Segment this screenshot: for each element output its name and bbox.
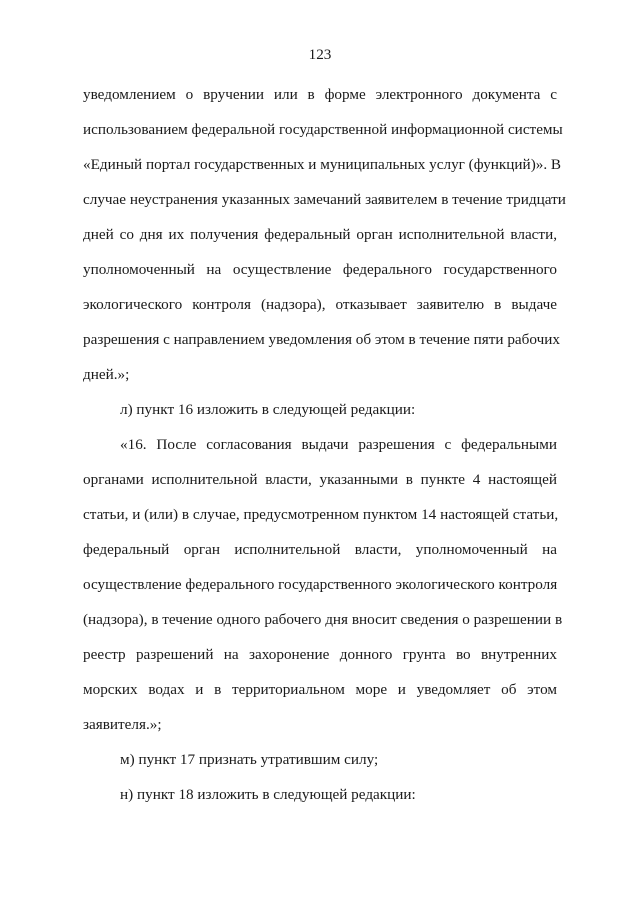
text-line: дней со дня их получения федеральный орган исполнительной власти, <box>83 226 557 243</box>
page-number: 123 <box>308 46 332 63</box>
text-line: реестр разрешений на захоронение донного грунта во внутренних <box>83 646 557 663</box>
text-line: уведомлением о вручении или в форме электронного документа с <box>83 86 557 103</box>
text-line: «Единый портал государственных и муниципальных услуг (функций)». В <box>83 156 562 173</box>
text-line: органами исполнительной власти, указанными в пункте 4 настоящей <box>83 471 557 488</box>
text-line: заявителя.»; <box>83 716 162 733</box>
text-line: экологического контроля (надзора), отказывает заявителю в выдаче <box>83 296 557 313</box>
list-item-m: м) пункт 17 признать утратившим силу; <box>120 751 379 768</box>
text-line: федеральный орган исполнительной власти, уполномоченный на <box>83 541 557 558</box>
text-line: морских водах и в территориальном море и уведомляет об этом <box>83 681 557 698</box>
text-line: уполномоченный на осуществление федерального государственного <box>83 261 557 278</box>
list-item-l: л) пункт 16 изложить в следующей редакции: <box>120 401 416 418</box>
text-line: использованием федеральной государственной информационной системы <box>83 121 563 138</box>
text-line: «16. После согласования выдачи разрешения с федеральными <box>120 436 557 453</box>
text-line: разрешения с направлением уведомления об этом в течение пяти рабочих <box>83 331 560 348</box>
text-line: дней.»; <box>83 366 130 383</box>
text-line: (надзора), в течение одного рабочего дня вносит сведения о разрешении в <box>83 611 563 628</box>
list-item-n: н) пункт 18 изложить в следующей редакции: <box>120 786 416 803</box>
text-line: осуществление федерального государственного экологического контроля <box>83 576 558 593</box>
text-line: случае неустранения указанных замечаний заявителем в течение тридцати <box>83 191 566 208</box>
text-line: статьи, и (или) в случае, предусмотренном пунктом 14 настоящей статьи, <box>83 506 559 523</box>
